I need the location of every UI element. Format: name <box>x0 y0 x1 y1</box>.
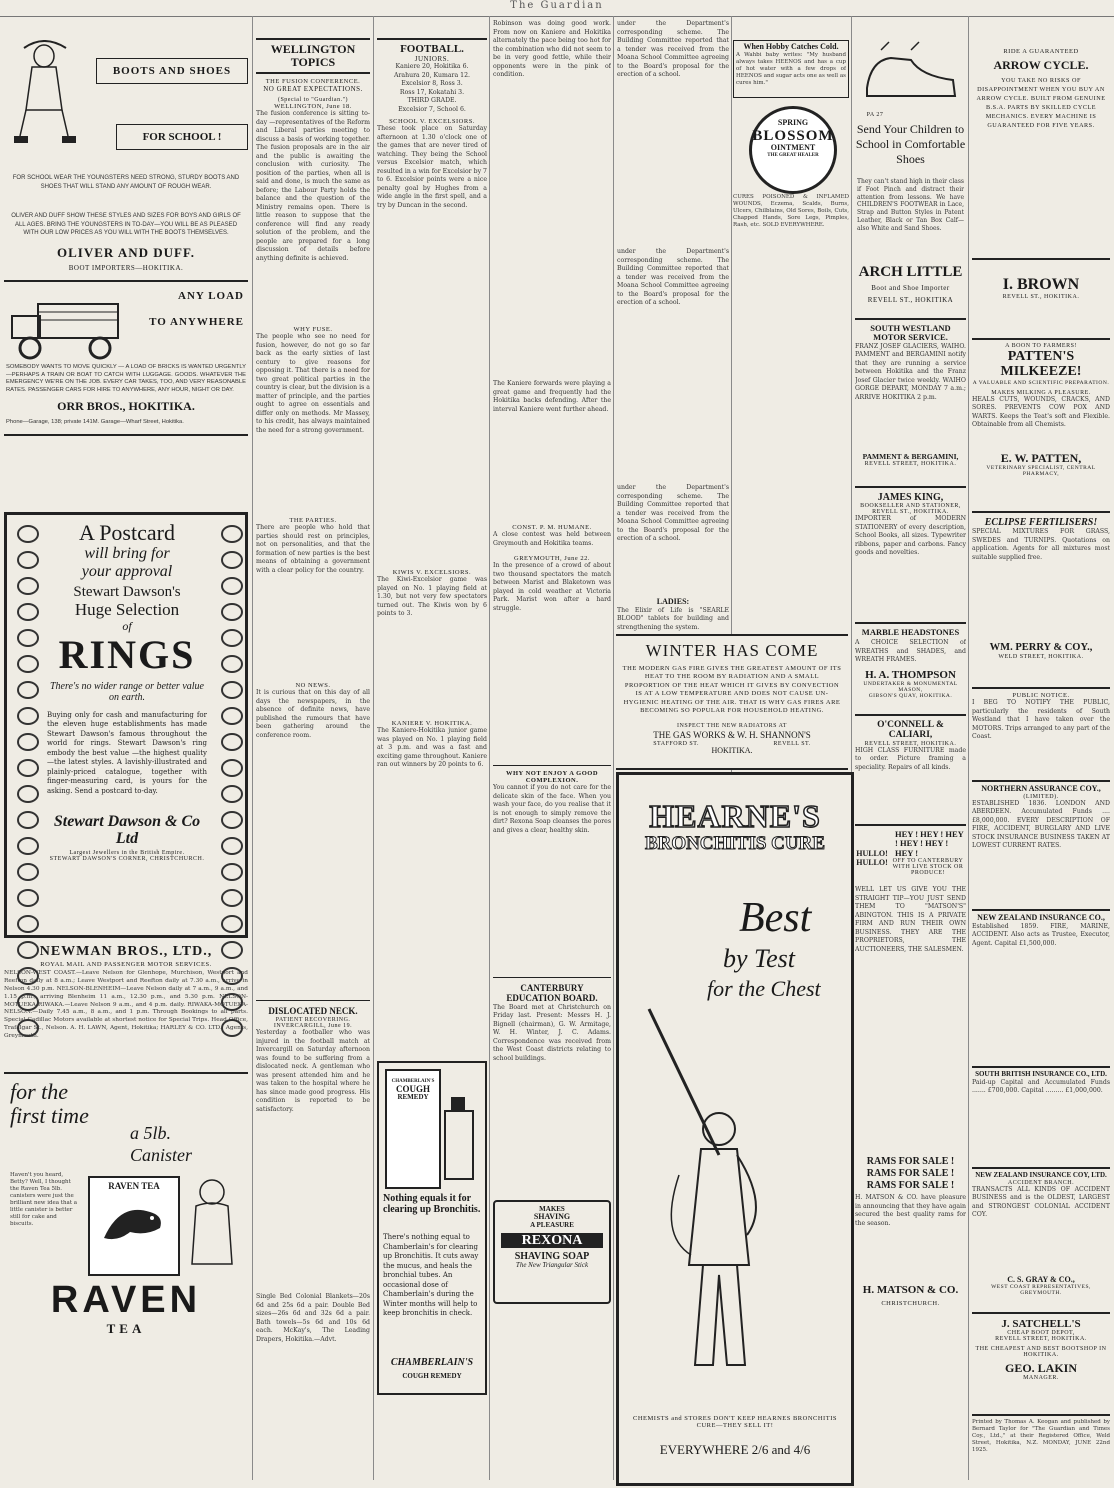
tea-line4: Canister <box>130 1145 193 1165</box>
rings-border-right <box>217 523 243 923</box>
tea-brand: RAVEN <box>50 1279 202 1321</box>
rexona-name: SHAVING SOAP <box>514 1251 590 1263</box>
patten-line1: PATTEN'S <box>1007 349 1075 364</box>
boots-tag: BOOT IMPORTERS—HOKITIKA. <box>68 264 184 272</box>
ladies-text: The Elixir of Life is "SEARLE BLOOD" tablets for building and strengthening the system. <box>617 606 729 631</box>
patten-line0: A BOON TO FARMERS! <box>1005 343 1077 349</box>
hullo-headline: HULLO! HULLO! <box>856 849 888 867</box>
nzins-text: Established 1859. FIRE, MARINE, ACCIDENT. Also acts as Trustee, Executor, Agent. Capital £1,500,000. <box>972 922 1110 947</box>
brown-name: I. BROWN <box>1002 276 1080 293</box>
motor-text: FRANZ JOSEF GLACIERS, WAIHO. PAMMENT and BERGAMINI notify that they are running a service between Hokitika and the Franz Josef Glacier twice weekly. WAIHO GORGE DEPART, MONDAY 7 a.m.; ARRIVE HOKITIKA 2 p.m. <box>855 342 966 401</box>
complexion-headline: WHY NOT ENJOY A GOOD COMPLEXION. <box>505 770 599 784</box>
wellington-sub2: NO GREAT EXPECTATIONS. <box>263 85 363 94</box>
hearne-slogan-1: Best <box>739 895 812 941</box>
ad-nz-insurance-accident <box>972 1172 1110 1314</box>
rings-line6: of <box>122 618 132 633</box>
winter-headline: WINTER HAS COME <box>645 641 819 660</box>
blossom-bot: OINTMENT <box>770 143 816 153</box>
school-ad-code: PA 27 <box>866 112 884 118</box>
gray-name: C. S. GRAY & CO., <box>1007 1274 1075 1284</box>
northern-sub: (LIMITED). <box>1023 793 1059 800</box>
king-address: REVELL ST., HOKITIKA. <box>872 509 949 515</box>
building-text: under the Department's corresponding scheme. The Building Committee reported that a tender was received from the Moana School Committee agreeing to the Board's proposal for the erection of a school. <box>617 20 729 78</box>
football-headline: FOOTBALL. <box>377 38 487 55</box>
neck-headline: DISLOCATED NECK. <box>268 1006 358 1017</box>
satchell-name: J. SATCHELL'S <box>1001 1318 1081 1330</box>
knight-illustration-icon <box>639 1005 789 1385</box>
column-wellington-topics <box>256 18 370 1480</box>
rings-line2: will bring for <box>84 545 170 563</box>
blossom-mid: BLOSSOM <box>752 127 834 144</box>
northern-headline: NORTHERN ASSURANCE COY., <box>981 784 1101 793</box>
sport-text-4: In the presence of a crowd of about two thousand spectators the match between Marist and Blaketown was played in cold weather at Victoria Park. Marist won after a hard struggle. <box>493 562 611 612</box>
arrow-text: YOU TAKE NO RISKS OF DISAPPOINTMENT WHEN YOU BUY AN ARROW CYCLE. BUILT FROM GENUINE B.S.A. PARTS BY SKILLED CYCLE MECHANICS. EVERY MACHINE IS GUARANTEED FOR FIVE YEARS. <box>976 77 1106 130</box>
rams-text: H. MATSON & CO. have pleasure in announcing that they have again secured the best quality rams for the season. <box>855 1194 966 1227</box>
rings-line8: There's no wider range or better value on earth. <box>50 680 204 703</box>
rings-line1: A Postcard <box>79 520 175 545</box>
ad-spring-blossom <box>733 102 849 236</box>
arrow-line2: ARROW CYCLE. <box>993 58 1089 72</box>
motor-address: REVELL STREET, HOKITIKA. <box>864 460 957 467</box>
boots-firm: OLIVER AND DUFF. <box>57 245 195 260</box>
rings-text: Buying only for cash and manufacturing for the eleven huge establishments has made Stewart Dawson's famous throughout the world for rings. Stewart Dawson's ring embody the best value —the highest quality—the latest styles. A lavishly-illustrated and plainly-priced catalogue, together with finger-measuring card, is yours for the asking. Send a postcard to-day. <box>47 710 207 795</box>
oconnell-name: O'CONNELL & CALIARI, <box>877 720 944 741</box>
girl-illustration-icon <box>4 40 94 150</box>
perry-name: WM. PERRY & COY., <box>989 642 1093 653</box>
boots-text: FOR SCHOOL WEAR THE YOUNGSTERS NEED STRONG, STURDY BOOTS AND SHOES THAT WILL STAND ANY AMOUNT OF ROUGH WEAR. <box>12 175 240 190</box>
satchell-tag: CHEAP BOOT DEPOT, <box>1007 1330 1075 1337</box>
rexona-line2: SHAVING <box>533 1212 571 1222</box>
lakin-name: GEO. LAKIN <box>1004 1361 1077 1376</box>
cough-brand: CHAMBERLAIN'S <box>390 1357 474 1369</box>
hearne-product: BRONCHITIS CURE <box>644 833 825 855</box>
winter-address-2: REVELL ST. <box>773 740 811 747</box>
load-title: ANY LOAD <box>178 290 244 302</box>
ladies-headline: LADIES: <box>656 597 690 606</box>
cough-brand-2: COUGH REMEDY <box>402 1372 462 1381</box>
football-sub-school: SCHOOL V. EXCELSIORS. <box>389 118 475 126</box>
ad-chamberlains-cough <box>377 1061 487 1395</box>
football-text: These took place on Saturday afternoon at 1.30 o'clock one of the games that are never tired of watching. They being the School versus Excelsior match, which resulted in a win for Excelsior by 7 to 6. Excelsior points were a nice penalty goal by Hughes from a wide angle in the first spell, and a try by Duncan in the second. <box>377 125 487 209</box>
king-tag: BOOKSELLER AND STATIONER, <box>860 503 961 509</box>
bottle-label-3: REMEDY <box>397 1093 429 1102</box>
matson-text: WELL LET US GIVE YOU THE STRAIGHT TIP—YOU JUST SEND THEM TO "MATSON'S" ABINGTON. THIS IS A PRIVATE FIRM AND RUN THEIR OWN BUSINESS. THEY ARE THE PROPRIETORS, THE AUCTIONEERS, THE SALESMEN. <box>855 886 966 953</box>
sbi-headline: SOUTH BRITISH INSURANCE CO., LTD. <box>975 1070 1107 1078</box>
football-sub-kiwis: KIWIS V. EXCELSIORS. <box>392 569 472 577</box>
blossom-top: SPRING <box>777 118 809 127</box>
sport-text: Robinson was doing good work. From now on Kaniere and Hokitika alternately the pace being too hot for the combination who did not seem to be in very good fettle, while their opponents were in the pink of condition. <box>493 20 611 78</box>
ad-newman-bros <box>4 944 248 1074</box>
column-rule <box>613 16 614 1480</box>
wellington-dateline: WELLINGTON, June 18. <box>274 103 352 111</box>
neck-sub: PATIENT RECOVERING. <box>275 1017 351 1024</box>
motor-headline: SOUTH WESTLAND MOTOR SERVICE. <box>870 323 951 343</box>
winter-text: THE MODERN GAS FIRE GIVES THE GREATEST AMOUNT OF ITS HEAT TO THE ROOM BY RADIATION AND A SMALL PROPORTION OF THE HEAT WHICH IT GIVES BY CONVECTION IS AT A LOW TEMPERATURE AND DOES NOT CAUSE UN-HYGIENIC HEATING OF THE AIR. THAT IS WHY GAS FIRES ARE BECOMING SO POPULAR FOR HOUSEHOLD HEATING. <box>622 664 842 715</box>
sport-sub-greymouth: GREYMOUTH, June 22. <box>514 555 590 562</box>
rexona-line1: MAKES <box>539 1204 565 1213</box>
ad-eclipse-fertilisers <box>972 517 1110 689</box>
cough-bottle-icon <box>385 1069 441 1189</box>
bottle-label-1: CHAMBERLAIN'S <box>391 1079 435 1085</box>
blanket-advert-text: Single Bed Colonial Blankets—20s 6d and 25s 6d a pair. Double Bed sizes—26s 6d and 32s 6d a pair. Bath towels—5s 6d and 10s 6d each. McKay's, The Leading Drapers, Hokitika.—Advt. <box>256 1293 370 1343</box>
boots-subtitle: FOR SCHOOL ! <box>116 124 248 150</box>
winter-inspect: INSPECT THE NEW RADIATORS AT <box>677 722 787 729</box>
satchell-tag2: THE CHEAPEST AND BEST BOOTSHOP IN HOKITIKA. <box>975 1346 1107 1359</box>
column-rule <box>373 16 374 1480</box>
ad-raven-tea <box>4 1080 248 1340</box>
blossom-tin-icon <box>749 106 837 194</box>
notice-headline: PUBLIC NOTICE. <box>1012 692 1070 699</box>
ad-stewart-dawson-rings <box>4 512 248 938</box>
wellington-text-3: There are people who hold that parties should rest on principles, not on personalities, and that the formation of new parties is the best means of obtaining a government with a clear policy for the country. <box>256 524 370 574</box>
newman-subtitle: ROYAL MAIL AND PASSENGER MOTOR SERVICES. <box>40 961 212 969</box>
arch-little-name: ARCH LITTLE <box>858 264 963 280</box>
hobby-headline: When Hobby Catches Cold. <box>743 42 839 51</box>
school-shoes-headline: Send Your Children to School in Comfortable Shoes <box>855 122 966 166</box>
load-tag: Phone—Garage, 138; private 141M. Garage—Wharf Street, Hokitika. <box>6 419 184 425</box>
load-firm: ORR BROS., HOKITIKA. <box>57 399 195 413</box>
column-hobby-blossom <box>733 40 849 380</box>
football-sub: JUNIORS. <box>414 55 450 64</box>
king-text: IMPORTER of MODERN STATIONERY of every description, School Books, all sizes. Typewriter ribbons, paper and carbons. Fancy goods and novelties. <box>855 515 966 556</box>
wellington-sub-parties: THE PARTIES. <box>289 517 337 525</box>
canterbury-headline: CANTERBURY EDUCATION BOARD. <box>506 983 598 1003</box>
tea-canister-label: RAVEN TEA <box>108 1181 160 1191</box>
newman-text: NELSON-WEST COAST.—Leave Nelson for Glenhope, Murchison, Westport and Reefton daily at 8 a.m.; Leave Westport and Reefton daily at 7.30 a.m., arrive in Nelson 4.30 p.m. NELSON-BLENHEIM—Leave Nelson daily at 7 a.m., 9 a.m., and 1.15 p.m.; arriving Blenheim 11 a.m., 12.30 p.m., and 5.30 p.m. NELSON-MOTUEKA-RIWAKA.—Leave Nelson 9 a.m., and 4 p.m. daily. RIWAKA-MOTUEKA-NELSON.—Daily 7.45 a.m., 8 a.m., and 1 p.m. Through Bookings to all parts. Special Cadillac Motors available at shortest notice for Special Trips. Head Office, Trafalgar St., Nelson. A. H. LAWN, Agent, Hokitika; HARLEY & CO. LTD., Agents, Greymouth. <box>4 970 248 1039</box>
ad-south-westland-motor <box>855 324 966 488</box>
brown-address: REVELL ST., HOKITIKA. <box>1002 293 1080 300</box>
sport-text-2: The Kaniere forwards were playing a great game and frequently had the Hokitika backs defending. After the interval Kaniere went further ahead. <box>493 380 611 413</box>
neck-dateline: INVERCARGILL, June 19. <box>273 1023 353 1030</box>
blossom-tag: THE GREAT HEALER <box>767 153 819 159</box>
hearne-slogan-3: for the Chest <box>707 976 821 1001</box>
hobby-text: A Wahbi baby writes: "My husband always takes HEENOS and has a cup of hot water with a few drops of HEENOS and sugar acts one as well as cures him." <box>736 51 846 86</box>
column-football <box>377 18 487 1480</box>
rings-line5: Huge Selection <box>74 599 180 619</box>
printer-imprint: Printed by Thomas A. Keogan and published by Bernard Taylor for "The Guardian and Times Coy., Ltd.," at their Registered Office, Weld Street, Hokitika, N.Z. MONDAY, JUNE 22nd 1925. <box>972 1419 1110 1453</box>
rings-border-left <box>13 523 39 923</box>
winter-address-1: STAFFORD ST. <box>653 740 699 747</box>
hey-headline: HEY ! HEY ! HEY ! HEY ! HEY ! HEY ! <box>895 829 964 858</box>
marble-text: A CHOICE SELECTION of WREATHS and SHADES, and WREATH FRAMES. <box>855 639 966 664</box>
wellington-sub-news: NO NEWS. <box>295 682 331 690</box>
wellington-text-2: The people who see no need for fusion, however, do not go so far back as the early sixties of last century to give reasons for opposing it. That there is a need for two great political parties in the country is clear, but the division is a matter of principle, and the parties ought to agree on essentials and differ only on methods. Mr Massey, to his credit, has always maintained the need for a strong government. <box>256 333 370 434</box>
ad-nz-insurance <box>972 914 1110 1068</box>
lakin-tag: MANAGER. <box>1023 1375 1059 1382</box>
ad-marble-headstones <box>855 628 966 716</box>
tea-text: Haven't you heard, Betty? Well, I thought the Raven Tea 5lb. canisters were just the brilliant new idea that a little canister is better still for cake and biscuits. <box>10 1172 78 1227</box>
patten-line2: MILKEEZE! <box>1000 364 1082 380</box>
column-sport-education <box>493 18 611 1480</box>
satchell-address: REVELL STREET, HOKITIKA. <box>995 1336 1087 1343</box>
patten-line3: A VALUABLE AND SCIENTIFIC PREPARATION. <box>972 379 1110 386</box>
patten-text: HEALS CUTS, WOUNDS, CRACKS, AND SORES. PREVENTS COW POX AND WARTS. Keeps the Teat's soft and Flexible. Obtainable from all Chemists. <box>972 395 1110 429</box>
tea-canister <box>88 1176 180 1276</box>
shoe-illustration-icon <box>861 40 961 110</box>
column-rule <box>252 16 253 1480</box>
truck-icon <box>8 296 128 364</box>
building-text-3: under the Department's corresponding scheme. The Building Committee reported that a tender was received from the Moana School Committee agreeing to the Board's proposal for the erection of a school. <box>617 484 729 542</box>
sbi-text: Paid-up Capital and Accumulated Funds ....... £700,000. Capital ......... £1,000,000. <box>972 1078 1110 1095</box>
tea-tag: TEA <box>106 1321 146 1336</box>
oconnell-address: REVELL STREET, HOKITIKA. <box>864 740 957 747</box>
rings-tag2: STEWART DAWSON'S CORNER, CHRISTCHURCH. <box>49 855 205 862</box>
football-text-3: The Kaniere-Hokitika junior game was played on No. 1 playing field at 3 p.m. and was a fast and exciting game throughout. Kaniere ran out winners by 20 points to 6. <box>377 727 487 769</box>
load-text: SOMEBODY WANTS TO MOVE QUICKLY — A LOAD OF BRICKS IS WANTED URGENTLY—PERHAPS A TRAIN OR BOAT TO CATCH WITH LUGGAGE. GOODS. WHATEVER THE EMERGENCY WE'RE ON THE JOB. EVERY CAR TAKES, TOO, AND VERY REASONABLE RATES. PASSENGER CARS FOR HIRE TO ANYWHERE, ANY HOUR, NIGHT OR DAY. <box>6 364 246 393</box>
column-ads-left <box>4 18 248 1480</box>
oconnell-text: HIGH CLASS FURNITURE made to order. Picture framing a speciality. Repairs of all kinds. <box>855 746 966 771</box>
sport-sub-const: CONST. P. M. HUMANE. <box>512 524 592 531</box>
ad-matson-livestock <box>855 830 966 1316</box>
patten-tag: VETERINARY SPECIALIST, CENTRAL PHARMACY, <box>986 464 1096 477</box>
eclipse-headline: ECLIPSE FERTILISERS! <box>984 517 1098 528</box>
ad-i-brown <box>972 276 1110 340</box>
column-local-ads <box>855 18 966 1480</box>
hearne-brand: HEARNE'S <box>649 798 821 834</box>
notice-text: I BEG TO NOTIFY THE PUBLIC, particularly the residents of South Westland that I have taken over the MOTORS. Trips arranged to any part of the Coast. <box>972 699 1110 740</box>
wellington-text: The fusion conference is sitting to-day —representatives of the Reform and Liberal parties meeting to discuss a basis of working together. The fusion proposals are in the air and the public is awaiting the conclusion with curiosity. The position of the parties, when all is said and done, is much the same as before; the Labour Party holds the balance and the question of the Ministry remains open. There is little reason to suppose that the conference will find any ready solution of the problem, and the people are prepared for a long discussion of details before anything definite is achieved. <box>256 110 370 262</box>
arch-little-addr: REVELL ST., HOKITIKA <box>867 296 954 304</box>
ad-hobby-cold <box>733 40 849 98</box>
motor-firm: PAMMENT & BERGAMINI, <box>862 451 959 461</box>
patten-line4: MAKES MILKING A PLEASURE. <box>991 389 1091 396</box>
ad-boots-and-shoes <box>4 18 248 282</box>
cough-headline: Nothing equals it for clearing up Bronchitis. <box>383 1193 481 1216</box>
ad-south-british <box>972 1071 1110 1169</box>
ad-rexona-shaving <box>493 1200 611 1304</box>
ad-james-king <box>855 492 966 624</box>
eclipse-text: SPECIAL MIXTURES FOR GRASS, SWEDES and TURNIPS. Quotations on application. Agents for all mixtures most suitable supplied free. <box>972 528 1110 561</box>
ad-winter-gas <box>616 634 848 770</box>
column-far-right <box>972 18 1110 1480</box>
rings-line7: RINGS <box>58 631 196 677</box>
wellington-text-4: It is curious that on this day of all days the newspapers, in the absence of definite news, have published the rumours that have been gathering around the conference room. <box>256 689 370 739</box>
rings-line3: your approval <box>81 562 173 580</box>
rings-line4: Stewart Dawson's <box>73 584 181 601</box>
rexona-line3: A PLEASURE <box>530 1221 574 1230</box>
matson-town: CHRISTCHURCH. <box>881 1300 940 1307</box>
nzic-text: TRANSACTS ALL KINDS OF ACCIDENT BUSINESS and is the OLDEST, LARGEST and STRONGEST COLONIAL ACCIDENT COY. <box>972 1185 1110 1219</box>
perry-address: WELD STREET, HOKITIKA. <box>998 653 1084 660</box>
column-rule <box>968 16 969 1480</box>
tea-line3: a 5lb. <box>130 1123 172 1143</box>
cough-text: There's nothing equal to Chamberlain's for clearing up Bronchitis. It cuts away the mucus, and heals the bronchial tubes. An occasional dose of Chamberlain's during the Winter months will help to keep bronchitis in check. <box>383 1233 479 1318</box>
football-sub-kaniere: KANIERE V. HOKITIKA. <box>391 720 473 728</box>
masthead <box>0 0 1114 17</box>
bottle-label-2: COUGH <box>395 1083 430 1094</box>
patten-name: E. W. PATTEN, <box>1000 450 1082 465</box>
raven-bird-icon <box>90 1192 174 1256</box>
winter-firm: THE GAS WORKS & W. H. SHANNON'S <box>653 729 811 740</box>
neck-text: Yesterday a footballer who was injured in the football match at Invercargill on Saturday afternoon was found to be suffering from a dislocated neck. A gentleman who was present attended him and he was taken to the hospital where he has since made good progress. His condition is reported to be satisfactory. <box>256 1029 370 1113</box>
ad-public-notice <box>972 692 1110 782</box>
nzins-headline: NEW ZEALAND INSURANCE CO., <box>977 913 1105 922</box>
northern-text: ESTABLISHED 1836. LONDON AND ABERDEEN. Accumulated Funds .... £8,000,000. EVERY DESCRIPTION OF FIRE, ACCIDENT, BURGLARY AND LIVE STOCK INSURANCE BUSINESS TAKEN AT LOWEST CURRENT RATES. <box>972 799 1110 850</box>
ad-northern-assurance <box>972 785 1110 911</box>
rams-headline: RAMS FOR SALE ! RAMS FOR SALE ! RAMS FOR SALE ! <box>866 1156 955 1191</box>
wellington-sub3: (Special to "Guardian.") <box>277 97 349 104</box>
tea-line1: for the <box>10 1079 69 1104</box>
school-shoes-text: They can't stand high in their class if Foot Pinch and distract their attention from lessons. We have CHILDREN'S FOOTWEAR in Lace, Strap and Button Styles in Patent Leather, Black or Tan Box Calf—also White and Sand Shoes. <box>857 178 964 232</box>
nzic-sub: ACCIDENT BRANCH. <box>1007 1179 1075 1186</box>
wellington-headline: WELLINGTON TOPICS <box>256 38 370 74</box>
load-subtitle: TO ANYWHERE <box>149 316 244 328</box>
thompson-name: H. A. THOMPSON <box>865 669 956 682</box>
wellington-sub1: THE FUSION CONFERENCE. <box>265 78 361 86</box>
football-scores: Kaniere 20, Hokitika 6. Arahura 20, Kumara 12. Excelsior 8, Ross 3. Ross 17, Kokatahi 3. THIRD GRADE. Excelsior 7, School 6. <box>394 63 470 113</box>
boots-text-2: OLIVER AND DUFF SHOW THESE STYLES AND SIZES FOR BOYS AND GIRLS OF ALL AGES. BRING THE YOUNGSTERS IN TO-DAY—YOU WILL BE AS PLEASED WITH OUR LOW PRICES AS YOU WILL WITH THE BOOTS THEMSELVES. <box>11 213 241 236</box>
ad-oconnell-caliari <box>855 720 966 826</box>
hearne-slogan-2: by Test <box>723 944 795 973</box>
woman-illustration-icon <box>182 1176 242 1266</box>
arch-little-tag: Boot and Shoe Importer <box>871 284 950 292</box>
arrow-line1: RIDE A GUARANTEED <box>1003 48 1079 55</box>
rings-firm-logo: Stewart Dawson & Co Ltd <box>53 812 201 848</box>
thompson-address: GIBSON'S QUAY, HOKITIKA. <box>868 693 953 700</box>
column-rule <box>489 16 490 1480</box>
winter-town: HOKITIKA. <box>711 745 753 755</box>
ad-hearnes-bronchitis <box>616 772 854 1486</box>
rings-tag1: Largest Jewellers in the British Empire. <box>69 849 185 856</box>
canterbury-text: The Board met at Christchurch on Friday last. Present: Messrs H. J. Bignell (chairman), G. W. Armitage, W. H. Winter, J. C. Adams. Correspondence was received from the West Coast districts relating to school buildings. <box>493 1003 611 1062</box>
ad-school-shoes <box>855 18 966 320</box>
masthead-title: The Guardian <box>510 0 604 11</box>
newman-title: NEWMAN BROS., LTD., <box>39 944 213 959</box>
hearne-footnote: CHEMISTS and STORES DON'T KEEP HEARNES BRONCHITIS CURE—THEY SELL IT! <box>633 1415 837 1429</box>
football-text-2: The Kiwi-Excelsior game was played on No. 1 playing field at 1.30, but not very few spectators turned out. The Kiwis won by 6 points to 3. <box>377 576 487 618</box>
ad-any-load <box>4 282 248 436</box>
nzic-headline: NEW ZEALAND INSURANCE COY, LTD. <box>975 1171 1107 1179</box>
gray-tag: WEST COAST REPRESENTATIVES, GREYMOUTH. <box>991 1284 1091 1297</box>
sport-text-3: A close contest was held between Greymouth and Hokitika teams. <box>493 531 611 547</box>
wellington-sub-why: WHY FUSE. <box>293 326 333 334</box>
king-name: JAMES KING, <box>877 492 944 503</box>
ad-pattens-milkeeze <box>972 343 1110 513</box>
boots-title: BOOTS AND SHOES <box>96 58 248 84</box>
complexion-text: You cannot if you do not care for the delicate skin of the face. When you wash your face, do you realise that it is not enough to simply remove the dirt? Rexona Soap cleanses the pores and gives a clear, healthy skin. <box>493 784 611 834</box>
thompson-tag: UNDERTAKER & MONUMENTAL MASON, <box>863 681 958 694</box>
hullo-tag: OFF TO CANTERBURY WITH LIVE STOCK OR PRODUCE! <box>892 858 964 876</box>
ad-arrow-cycle <box>972 48 1110 260</box>
rexona-brand: REXONA <box>501 1233 603 1248</box>
hearne-price: EVERYWHERE 2/6 and 4/6 <box>659 1442 811 1457</box>
marble-headline: MARBLE HEADSTONES <box>861 627 960 637</box>
blossom-text: CURES POISONED & INFLAMED WOUNDS, Eczema, Scalds, Burns, Ulcers, Chilblains, Old Sores, Boils, Cuts, Chapped Hands, Sore Legs, Pimples, Rash, etc. SOLD EVERYWHERE. <box>733 194 849 228</box>
tea-line2: first time <box>10 1103 89 1129</box>
ad-satchell-boots <box>972 1318 1110 1416</box>
building-text-2: under the Department's corresponding scheme. The Building Committee reported that a tender was received from the Moana School Committee agreeing to the Board's proposal for the erection of a school. <box>617 248 729 306</box>
small-bottle-icon <box>441 1093 481 1183</box>
rexona-tag: The New Triangular Stick <box>515 1261 589 1270</box>
matson-name: H. MATSON & CO. <box>862 1284 959 1296</box>
